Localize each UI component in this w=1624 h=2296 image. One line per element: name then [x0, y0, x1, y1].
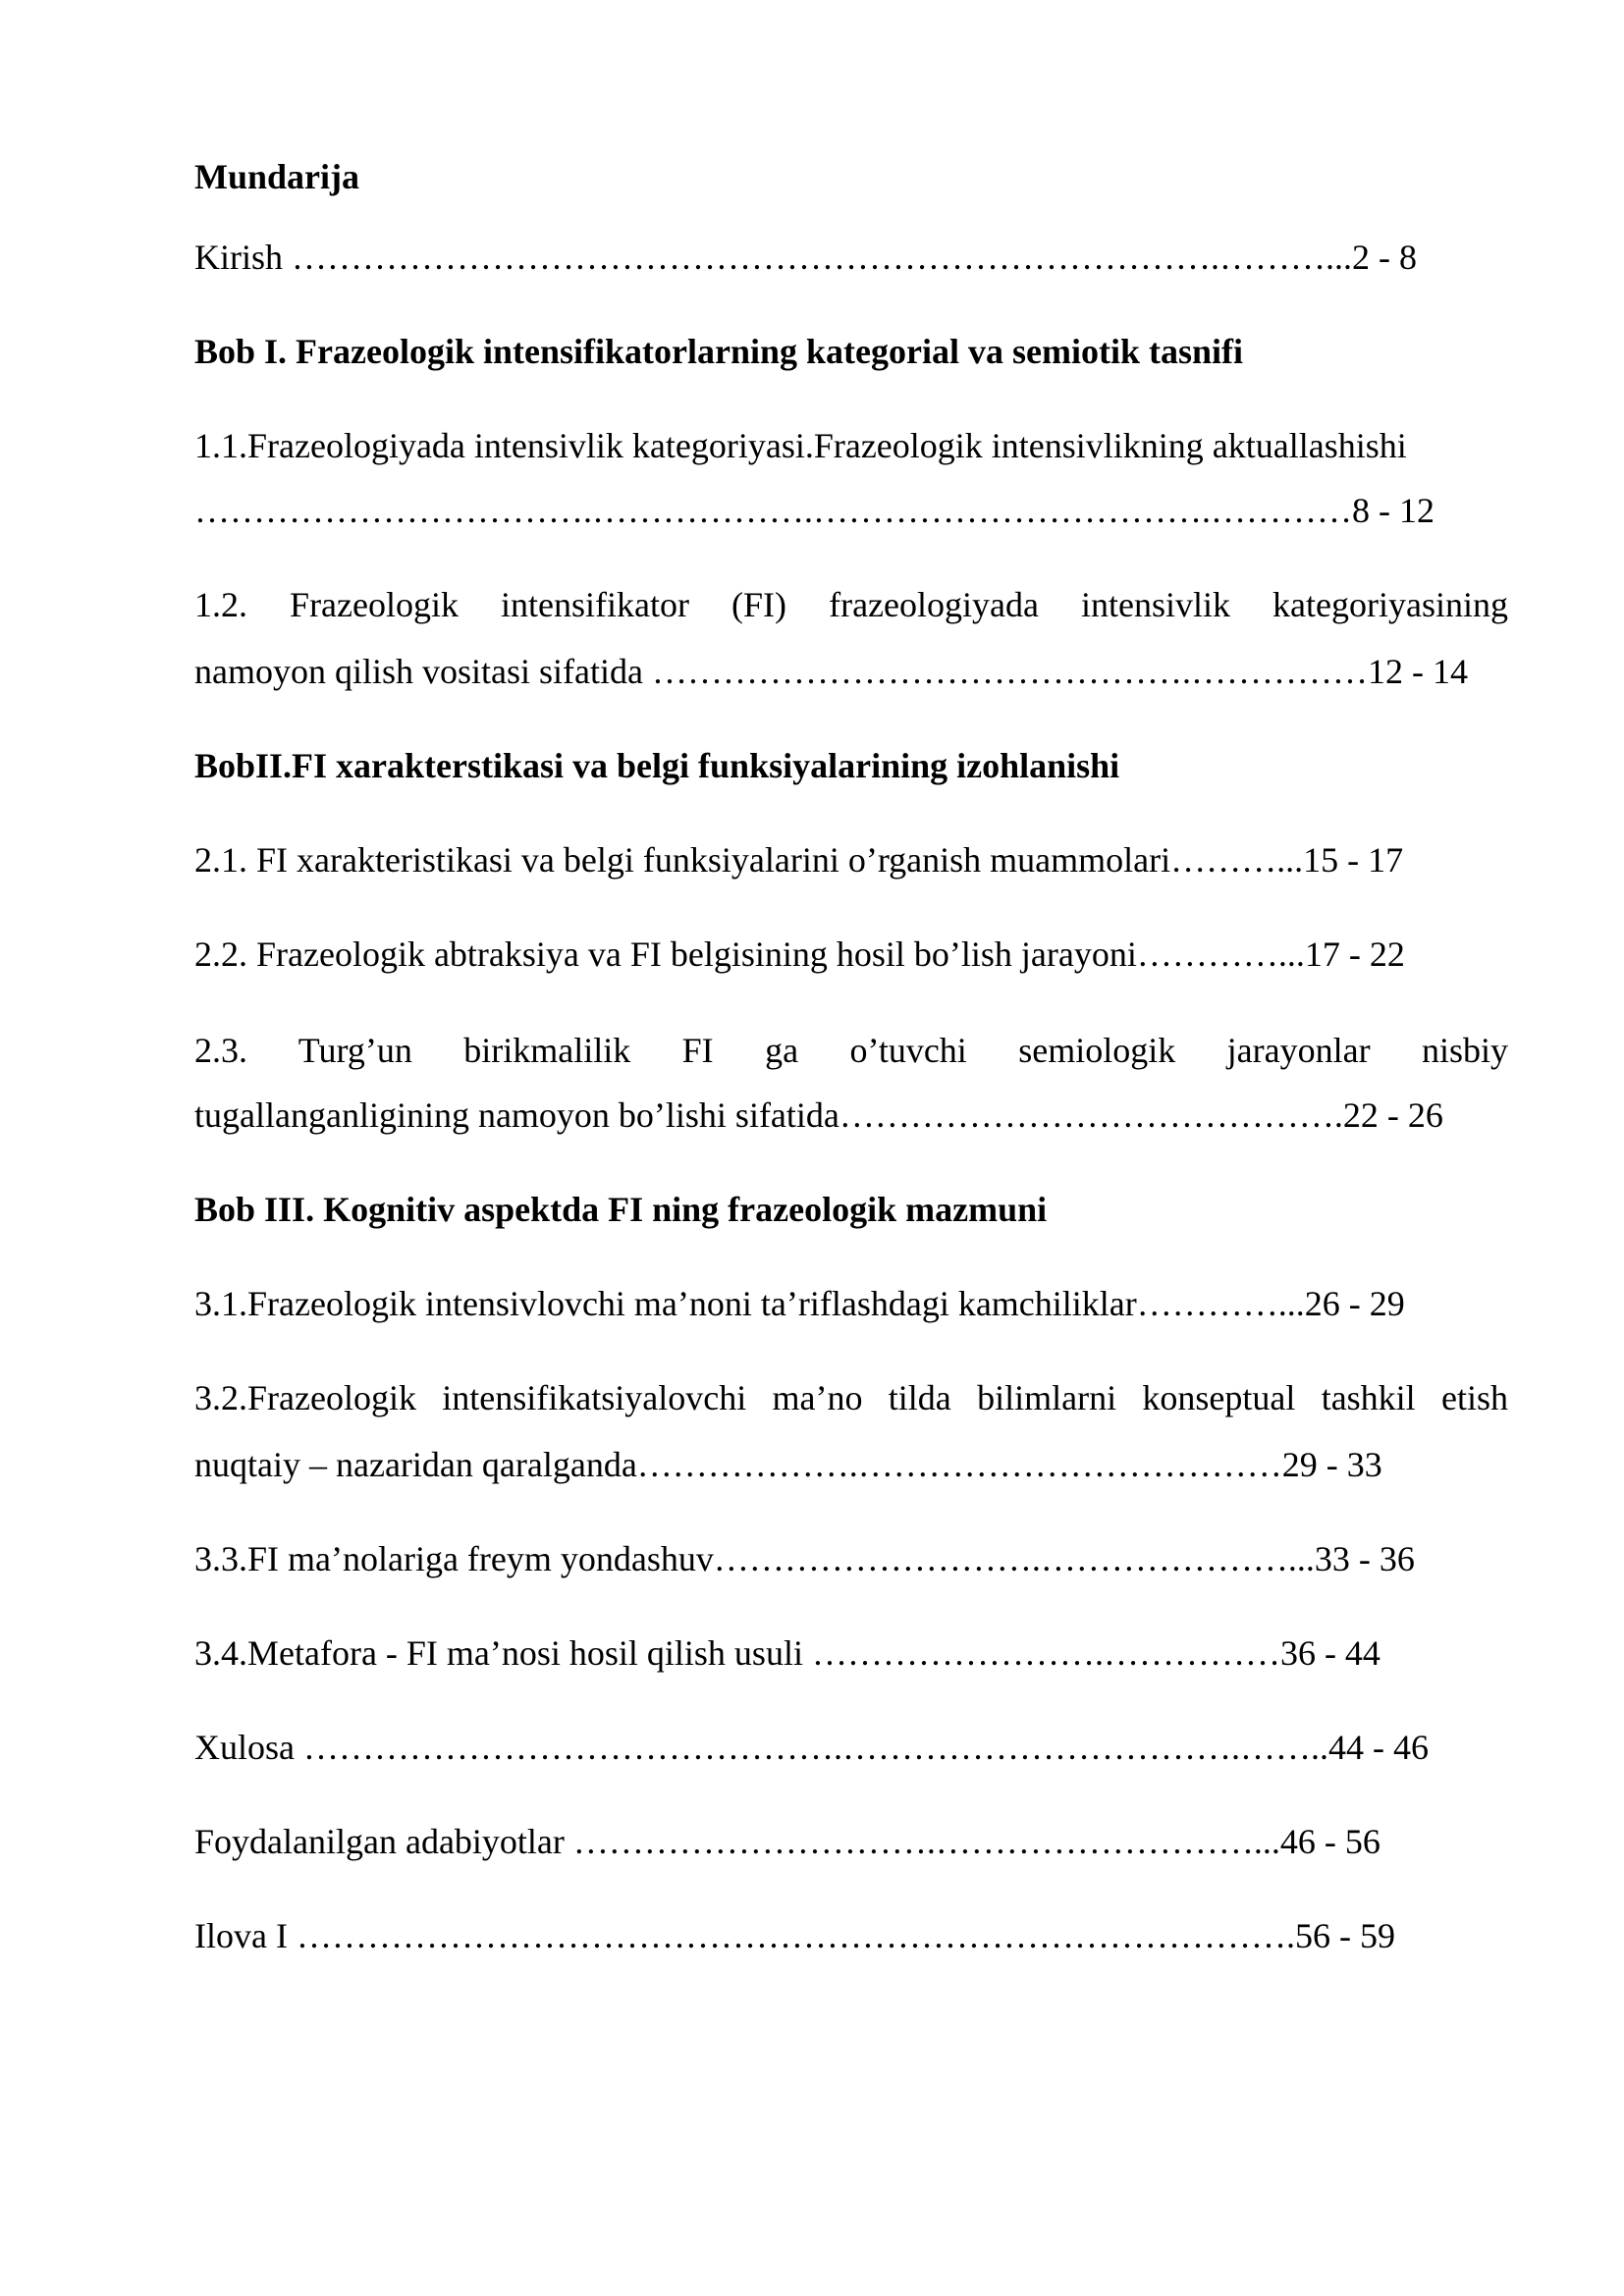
toc-chapter-3: Bob III. Kognitiv aspektda FI ning frazeologik mazmuni: [194, 1190, 1048, 1229]
toc-entry-adabiyotlar: Foydalanilgan adabiyotlar ………………………….………………………...46 - 56: [194, 1822, 1380, 1861]
toc-entry-3-4: 3.4.Metafora - FI ma’nosi hosil qilish usuli …………………….……………36 - 44: [194, 1633, 1380, 1673]
toc-entry-1-2-line2: namoyon qilish vositasi sifatida ……………………………………….……………12 - 14: [194, 652, 1468, 691]
toc-entry-1-1-line2: …………………………….……………….…………………………….…………8 - 12: [194, 491, 1435, 530]
toc-title: Mundarija: [194, 157, 360, 196]
toc-entry-1-1-line1: 1.1.Frazeologiyada intensivlik kategoriyasi.Frazeologik intensivlikning aktuallashishi: [194, 426, 1407, 465]
toc-chapter-2: BobII.FI xarakterstikasi va belgi funksiyalarining izohlanishi: [194, 746, 1120, 785]
toc-entry-kirish: Kirish …………………………………………………………………….………...2 - 8: [194, 238, 1417, 277]
toc-entry-2-3-line2: tugallanganligining namoyon bo’lishi sifatida…………………………………….22 - 26: [194, 1095, 1443, 1135]
toc-entry-xulosa: Xulosa ……………………………………….…………………………….……..44 - 46: [194, 1728, 1429, 1767]
toc-chapter-1: Bob I. Frazeologik intensifikatorlarning kategorial va semiotik tasnifi: [194, 332, 1243, 371]
toc-entry-3-3: 3.3.FI ma’nolariga freym yondashuv……………………….…………………...33 - 36: [194, 1539, 1415, 1578]
toc-entry-2-3-line1: 2.3. Turg’un birikmalilik FI ga o’tuvchi semiologik jarayonlar nisbiy: [194, 1031, 1508, 1070]
toc-entry-3-1: 3.1.Frazeologik intensivlovchi ma’noni ta’riflashdagi kamchiliklar…………...26 - 29: [194, 1284, 1405, 1323]
toc-entry-1-2-line1: 1.2. Frazeologik intensifikator (FI) frazeologiyada intensivlik kategoriyasining: [194, 585, 1508, 624]
toc-entry-ilova: Ilova I ………………………………………………………………………….56 - 59: [194, 1916, 1395, 1955]
toc-entry-2-2: 2.2. Frazeologik abtraksiya va FI belgisining hosil bo’lish jarayoni…………...17 - 22: [194, 934, 1405, 974]
toc-entry-2-1: 2.1. FI xarakteristikasi va belgi funksiyalarini o’rganish muammolari………...15 - 17: [194, 840, 1404, 880]
toc-entry-3-2-line2: nuqtaiy – nazaridan qaralganda……………….………………………………29 - 33: [194, 1445, 1382, 1484]
toc-entry-3-2-line1: 3.2.Frazeologik intensifikatsiyalovchi ma’no tilda bilimlarni konseptual tashkil etish: [194, 1378, 1508, 1417]
